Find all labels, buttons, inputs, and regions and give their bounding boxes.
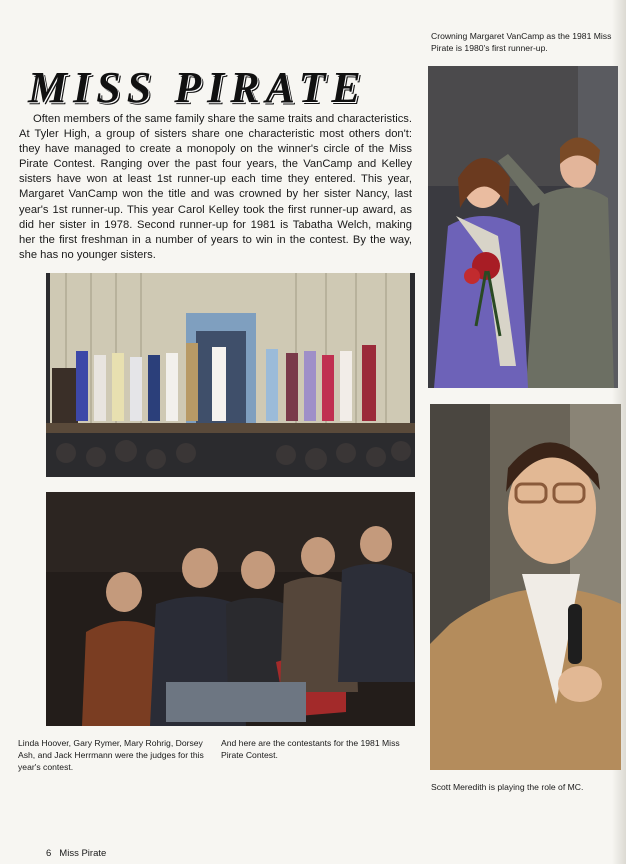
photo-mc — [430, 404, 621, 770]
photo-judges — [46, 492, 415, 726]
page-title: MISS PIRATE — [28, 63, 367, 112]
body-paragraph: Often members of the same family share the same traits and characteristics. At Tyler High, a group of sisters share one characteristic most others don't: they have managed to create a monopoly on the winner's circle of the Miss Pirate Contest. Ranging over the past four years, the VanCamp and Kelley sisters have won at least 1st runner-up each time they entered. This year, Margaret VanCamp won the title and was crowned by her sister Nancy, last year's 1st runner-up. This year Carol Kelley took the first runner-up award, as did her sister in 1978. Second runner-up for 1981 is Tabatha Welch, making her the first freshman in a number of years to win in the contest. By the way, she has no younger sisters. — [19, 113, 412, 261]
photo-crowning — [428, 66, 618, 388]
caption-mc: Scott Meredith is playing the role of MC. — [431, 782, 584, 792]
page-number: 6 — [46, 848, 52, 859]
caption-contestants: And here are the contestants for the 1981 Miss Pirate Contest. — [221, 738, 400, 760]
caption-judges: Linda Hoover, Gary Rymer, Mary Rohrig, Dorsey Ash, and Jack Herrmann were the judges for this year's contest. — [18, 738, 204, 772]
photo-stage — [46, 273, 415, 477]
section-name: Miss Pirate — [59, 848, 107, 859]
caption-crowning: Crowning Margaret VanCamp as the 1981 Miss Pirate is 1980's first runner-up. — [431, 31, 612, 53]
page-footer — [46, 848, 106, 859]
body-text — [19, 112, 412, 263]
